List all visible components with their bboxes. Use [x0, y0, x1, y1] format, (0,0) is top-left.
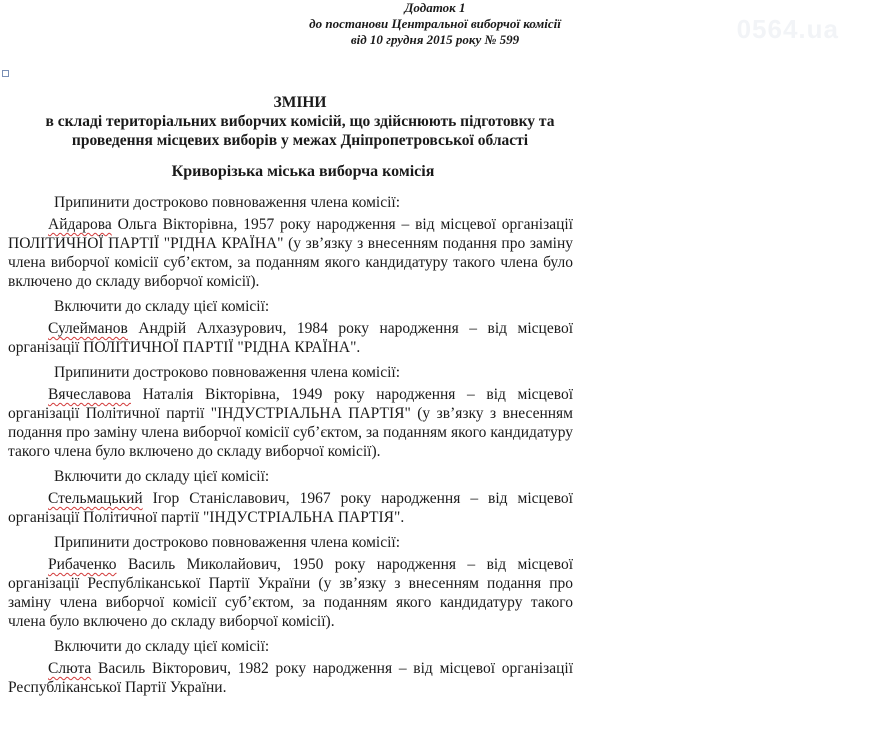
document-title [0, 93, 600, 150]
action-line: Припинити достроково повноваження члена комісії: [54, 534, 401, 551]
member-surname: Айдарова [48, 216, 112, 233]
member-entry [8, 319, 573, 357]
member-entry [8, 659, 573, 697]
title-line-1: в складі територіальних виборчих комісій, що здійснюють підготовку та [45, 113, 555, 130]
member-surname: Рибаченко [48, 556, 117, 573]
member-surname: Вячеславова [48, 386, 131, 403]
member-details: Василь Миколайович, 1950 року народження – від місцевої організації Республіканської Партії України (у зв’язку з внесенням подання про заміну члена виборчої комісії суб’єктом, за поданням якого кандидатуру такого члена було включено до складу виборчої комісії). [8, 556, 573, 630]
action-line: Припинити достроково повноваження члена комісії: [54, 194, 401, 211]
member-details: Андрій Алхазурович, 1984 року народження – від місцевої організації ПОЛІТИЧНОЇ ПАРТІЇ "РІДНА КРАЇНА". [8, 320, 573, 356]
member-surname: Сулейманов [48, 320, 128, 337]
resolution-date-line: від 10 грудня 2015 року № 599 [350, 32, 520, 47]
member-details: Василь Вікторович, 1982 року народження – від місцевої організації Республіканської Партії України. [8, 660, 573, 696]
margin-anchor-icon [2, 70, 9, 77]
member-details: Наталія Вікторівна, 1949 року народження – від місцевої організації Політичної партії "ІНДУСТРІАЛЬНА ПАРТІЯ" (у зв’язку з внесенням подання про заміну члена виборчої комісії суб’єктом, за поданням якого кандидатуру такого члена було включено до складу виборчої комісії). [8, 386, 573, 460]
action-line: Включити до складу цієї комісії: [54, 638, 270, 655]
action-line: Включити до складу цієї комісії: [54, 468, 270, 485]
member-details: Ольга Вікторівна, 1957 року народження – від місцевої організації ПОЛІТИЧНОЇ ПАРТІЇ "РІДНА КРАЇНА" (у зв’язку з внесенням подання про заміну члена виборчої комісії суб’єктом, за поданням якого кандидатуру такого члена було включено до складу виборчої комісії). [8, 216, 573, 290]
appendix-label: Додаток 1 [404, 0, 466, 15]
member-surname: Стельмацький [48, 490, 143, 507]
document-body [8, 193, 573, 703]
site-watermark: 0564.ua [736, 14, 839, 44]
member-surname: Слюта [48, 660, 92, 677]
action-line: Включити до складу цієї комісії: [54, 298, 270, 315]
commission-name: Криворізька міська виборча комісія [171, 163, 435, 180]
member-entry [8, 385, 573, 461]
title-heading: ЗМІНИ [273, 94, 327, 111]
member-details: Ігор Станіславович, 1967 року народження – від місцевої організації Політичної партії "ІНДУСТРІАЛЬНА ПАРТІЯ". [8, 490, 573, 526]
member-entry [8, 489, 573, 527]
member-entry [8, 555, 573, 631]
appendix-header [270, 0, 600, 48]
resolution-line: до постанови Центральної виборчої комісії [309, 16, 561, 31]
member-entry [8, 215, 573, 291]
action-line: Припинити достроково повноваження члена комісії: [54, 364, 401, 381]
title-line-2: проведення місцевих виборів у межах Дніпропетровської області [71, 132, 529, 149]
